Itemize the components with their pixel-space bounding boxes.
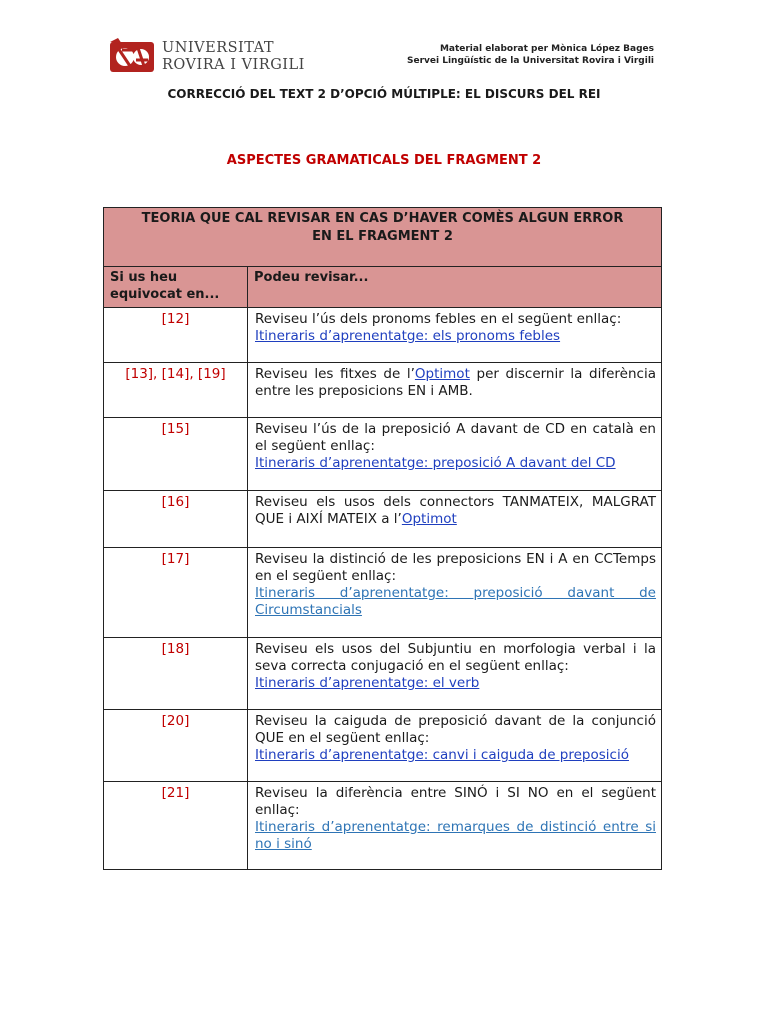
optimot-link[interactable]: Optimot bbox=[414, 366, 470, 382]
review-text: Reviseu l’ús de la preposició A davant de CD en català en el següent enllaç: bbox=[255, 421, 656, 454]
error-ref: [18] bbox=[104, 638, 248, 710]
table-row bbox=[104, 710, 662, 782]
revision-table bbox=[103, 207, 662, 870]
logo-line1: UNIVERSITAT bbox=[162, 40, 274, 56]
logo-line2: ROVIRA I VIRGILI bbox=[162, 57, 305, 73]
review-cell bbox=[248, 638, 662, 710]
review-text: Reviseu la distinció de les preposicions EN i A en CCTemps en el següent enllaç: bbox=[255, 551, 656, 584]
review-cell bbox=[248, 418, 662, 491]
review-cell bbox=[248, 308, 662, 363]
review-cell bbox=[248, 491, 662, 548]
optimot-link[interactable]: Optimot bbox=[401, 511, 457, 527]
error-ref: [20] bbox=[104, 710, 248, 782]
table-row bbox=[104, 638, 662, 710]
credit-block bbox=[407, 43, 654, 67]
review-text: Reviseu els usos dels connectors TANMATEIX, MALGRAT QUE i AIXÍ MATEIX a l’ bbox=[255, 494, 656, 527]
logo-wordmark bbox=[162, 40, 305, 74]
error-ref: [16] bbox=[104, 491, 248, 548]
table-row bbox=[104, 363, 662, 418]
table-row bbox=[104, 548, 662, 638]
table-header-row bbox=[104, 208, 662, 267]
review-text: Reviseu la caiguda de preposició davant de la conjunció QUE en el següent enllaç: bbox=[255, 713, 656, 746]
error-ref: [15] bbox=[104, 418, 248, 491]
review-text: Reviseu les fitxes de l’ bbox=[255, 366, 415, 382]
table-header-line1: TEORIA QUE CAL REVISAR EN CAS D’HAVER COMÈS ALGUN ERROR bbox=[141, 211, 624, 226]
credit-author: Material elaborat per Mònica López Bages bbox=[439, 44, 654, 54]
credit-service: Servei Lingüístic de la Universitat Rovira i Virgili bbox=[407, 56, 654, 66]
error-ref: [17] bbox=[104, 548, 248, 638]
urv-emblem-icon bbox=[108, 38, 158, 74]
itinerary-link-circumstancials[interactable]: Itineraris d’aprenentatge: preposició davant de Circumstancials bbox=[255, 585, 656, 618]
error-ref: [21] bbox=[104, 782, 248, 870]
review-text-cont: per discernir la diferència entre les preposicions EN i AMB. bbox=[255, 366, 656, 399]
review-cell bbox=[248, 548, 662, 638]
column-header-review: Podeu revisar... bbox=[248, 267, 662, 308]
review-text: Reviseu la diferència entre SINÓ i SI NO en el següent enllaç: bbox=[255, 785, 656, 818]
review-cell bbox=[248, 782, 662, 870]
error-ref: [12] bbox=[104, 308, 248, 363]
document-title: CORRECCIÓ DEL TEXT 2 D’OPCIÓ MÚLTIPLE: EL DISCURS DEL REI bbox=[167, 87, 601, 101]
itinerary-link-caiguda[interactable]: Itineraris d’aprenentatge: canvi i caiguda de preposició bbox=[255, 747, 629, 763]
column-header-row bbox=[104, 267, 662, 308]
table-header-line2: EN EL FRAGMENT 2 bbox=[312, 229, 453, 244]
table-row bbox=[104, 308, 662, 363]
table-row bbox=[104, 782, 662, 870]
review-cell bbox=[248, 710, 662, 782]
review-text: Reviseu els usos del Subjuntiu en morfologia verbal i la seva correcta conjugació en el següent enllaç: bbox=[255, 641, 656, 674]
itinerary-link-sino[interactable]: Itineraris d’aprenentatge: remarques de distinció entre si no i sinó bbox=[255, 819, 656, 852]
itinerary-link-verb[interactable]: Itineraris d’aprenentatge: el verb bbox=[255, 675, 480, 691]
university-logo bbox=[108, 38, 305, 76]
column-header-error: Si us heu equivocat en... bbox=[104, 267, 248, 308]
table-header bbox=[104, 208, 662, 267]
itinerary-link-pronoms[interactable]: Itineraris d’aprenentatge: els pronoms febles bbox=[255, 328, 561, 344]
section-title: ASPECTES GRAMATICALS DEL FRAGMENT 2 bbox=[226, 153, 542, 168]
review-text: Reviseu l’ús dels pronoms febles en el següent enllaç: bbox=[255, 311, 622, 327]
table-row bbox=[104, 491, 662, 548]
review-cell bbox=[248, 363, 662, 418]
itinerary-link-preposicio-a[interactable]: Itineraris d’aprenentatge: preposició A davant del CD bbox=[255, 455, 616, 471]
table-row bbox=[104, 418, 662, 491]
error-ref: [13], [14], [19] bbox=[104, 363, 248, 418]
